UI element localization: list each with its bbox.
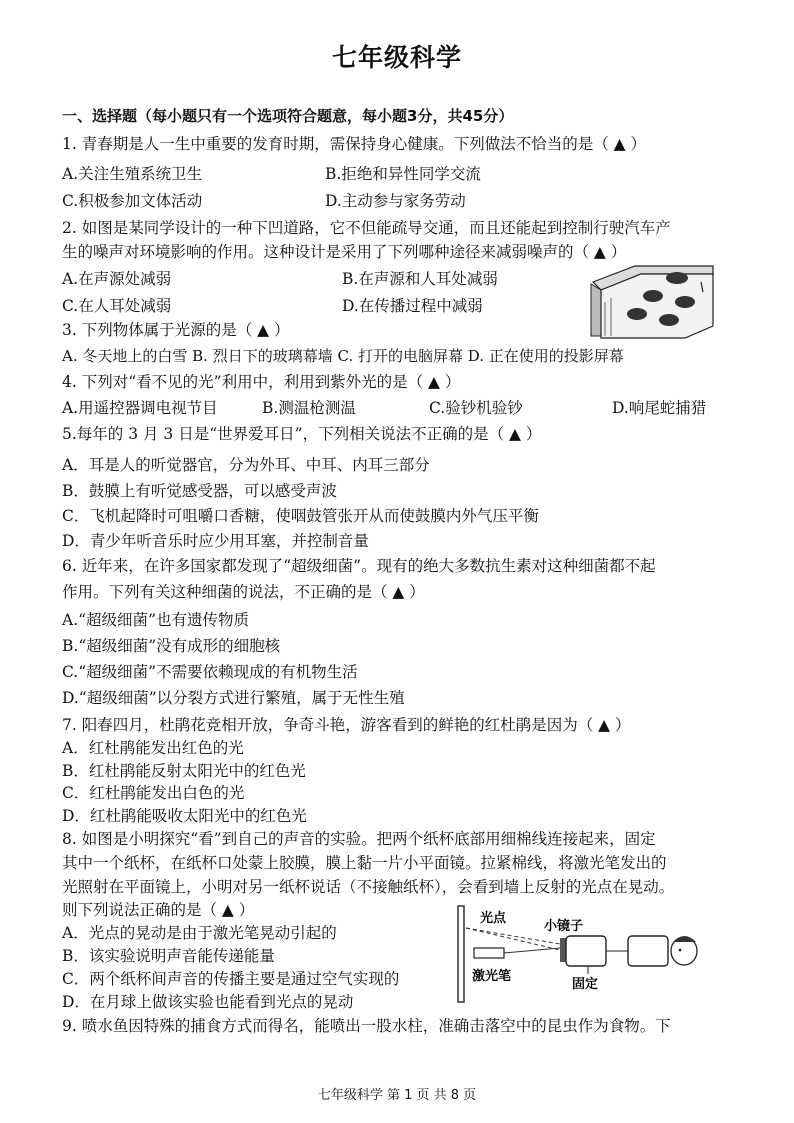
q2-option-a: A.在声源处减弱 [62, 270, 172, 288]
q5-option-b: B．鼓膜上有听觉感受器，可以感受声波 [62, 482, 337, 500]
label-mirror: 小镜子 [544, 919, 584, 934]
q8-option-a: A．光点的晃动是由于激光笔晃动引起的 [62, 924, 337, 942]
q1-option-d: D.主动参与家务劳动 [325, 192, 466, 210]
q7-option-c: C．红杜鹃能发出白色的光 [62, 784, 245, 802]
q1-option-c: C.积极参加文体活动 [62, 192, 203, 210]
q5-option-d: D．青少年听音乐时应少用耳塞，并控制音量 [62, 532, 369, 550]
q5-stem: 5.每年的 3 月 3 日是“世界爱耳日”，下列相关说法不正确的是（ ▲ ） [62, 425, 542, 443]
q6-stem-line1: 6. 近年来，在许多国家都发现了“超级细菌”。现有的绝大多数抗生素对这种细菌都不起 [62, 557, 656, 575]
label-fixed: 固定 [572, 977, 599, 992]
q2-option-d: D.在传播过程中减弱 [342, 297, 483, 315]
q1-stem: 1. 青春期是人一生中重要的发育时期，需保持身心健康。下列做法不恰当的是（ ▲ ） [62, 135, 646, 153]
page-footer: 七年级科学 第 1 页 共 8 页 [317, 1088, 477, 1103]
q8-stem-line1: 8. 如图是小明探究“看”到自己的声音的实验。把两个纸杯底部用细棉线连接起来，固定 [62, 830, 656, 848]
label-laser-pen: 激光笔 [472, 969, 512, 984]
q8-stem-line2: 其中一个纸杯，在纸杯口处蒙上胶膜，膜上黏一片小平面镜。拉紧棉线，将激光笔发出的 [62, 854, 667, 872]
q3-options: A. 冬天地上的白雪 B. 烈日下的玻璃幕墙 C. 打开的电脑屏幕 D. 正在使用的投影屏幕 [62, 347, 624, 365]
q2-option-b: B.在声源和人耳处减弱 [342, 270, 498, 288]
q8-option-c: C．两个纸杯间声音的传播主要是通过空气实现的 [62, 970, 400, 988]
q4-option-d: D.响尾蛇捕猎 [612, 399, 707, 417]
q9-stem-line1: 9. 喷水鱼因特殊的捕食方式而得名，能喷出一股水柱，准确击落空中的昆虫作为食物。下 [62, 1017, 671, 1035]
cup-telephone-figure [448, 902, 718, 1004]
q8-stem-line3: 光照射在平面镜上，小明对另一纸杯说话（不接触纸杯），会看到墙上反射的光点在晃动。 [62, 878, 675, 896]
q1-option-b: B.拒绝和异性同学交流 [325, 165, 481, 183]
q2-stem-line1: 2. 如图是某同学设计的一种下凹道路，它不但能疏导交通，而且还能起到控制行驶汽车产 [62, 219, 671, 237]
q6-stem-line2: 作用。下列有关这种细菌的说法，不正确的是（ ▲ ） [62, 583, 425, 601]
label-light-spot: 光点 [480, 911, 507, 926]
q8-option-d: D．在月球上做该实验也能看到光点的晃动 [62, 993, 354, 1011]
q3-stem: 3. 下列物体属于光源的是（ ▲ ） [62, 321, 290, 339]
q7-option-b: B．红杜鹃能反射太阳光中的红色光 [62, 762, 306, 780]
q5-option-a: A．耳是人的听觉器官，分为外耳、中耳、内耳三部分 [62, 456, 430, 474]
q4-option-b: B.测温枪测温 [262, 399, 356, 417]
q4-option-c: C.验钞机验钞 [429, 399, 523, 417]
q6-option-a: A.“超级细菌”也有遗传物质 [62, 611, 249, 629]
q7-option-a: A．红杜鹃能发出红色的光 [62, 739, 244, 757]
q2-option-c: C.在人耳处减弱 [62, 297, 172, 315]
q2-stem-line2: 生的噪声对环境影响的作用。这种设计是采用了下列哪种途径来减弱噪声的（ ▲ ） [62, 243, 627, 261]
section-heading: 一、选择题（每小题只有一个选项符合题意，每小题3分，共45分） [62, 107, 514, 125]
q6-option-b: B.“超级细菌”没有成形的细胞核 [62, 637, 281, 655]
q1-option-a: A.关注生殖系统卫生 [62, 165, 203, 183]
q5-option-c: C．飞机起降时可咀嚼口香糖，使咽鼓管张开从而使鼓膜内外气压平衡 [62, 507, 539, 525]
q7-option-d: D．红杜鹃能吸收太阳光中的红色光 [62, 807, 307, 825]
q6-option-d: D.“超级细菌”以分裂方式进行繁殖，属于无性生殖 [62, 689, 405, 707]
q8-option-b: B．该实验说明声音能传递能量 [62, 947, 275, 965]
q4-stem: 4. 下列对“看不见的光”利用中，利用到紫外光的是（ ▲ ） [62, 373, 461, 391]
page-title: 七年级科学 [331, 43, 462, 72]
q6-option-c: C.“超级细菌”不需要依赖现成的有机物生活 [62, 663, 358, 681]
q8-stem-line4: 则下列说法正确的是（ ▲ ） [62, 901, 255, 919]
sunken-road-figure [585, 262, 720, 342]
q7-stem: 7. 阳春四月，杜鹃花竞相开放，争奇斗艳，游客看到的鲜艳的红杜鹃是因为（ ▲ ） [62, 716, 631, 734]
q4-option-a: A.用遥控器调电视节目 [62, 399, 218, 417]
